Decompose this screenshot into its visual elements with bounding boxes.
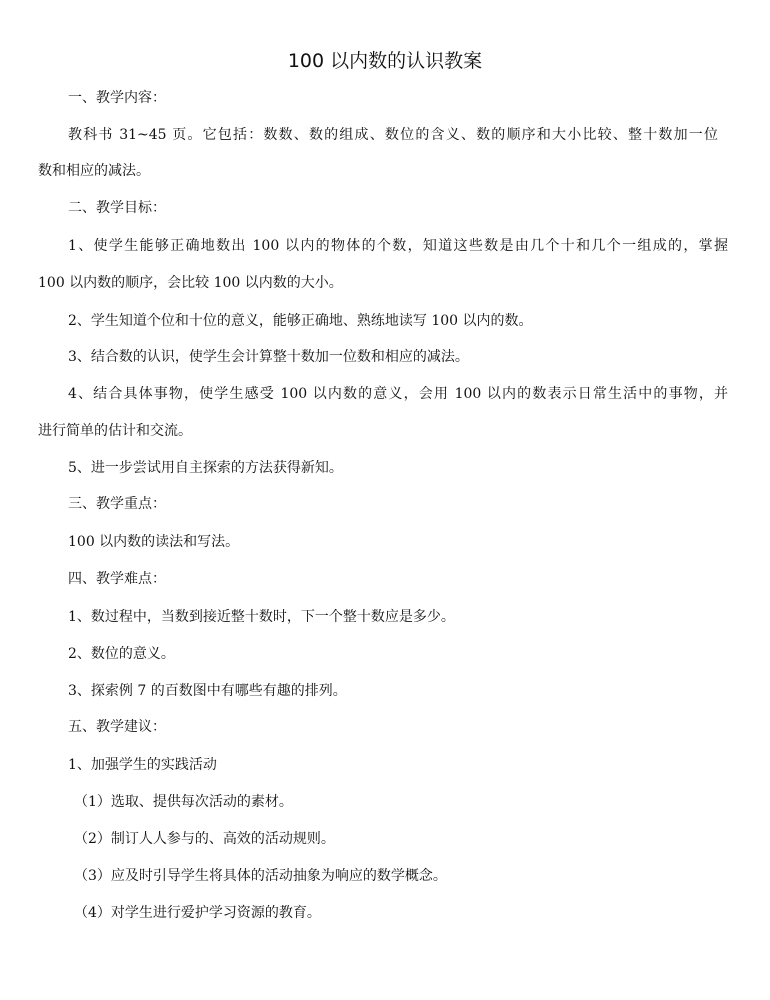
paragraph-line: 教科书 31~45 页。它包括：数数、数的组成、数位的含义、数的顺序和大小比较、整十数加一位 xyxy=(68,127,718,143)
list-item: （2）制订人人参与的、高效的活动规则。 xyxy=(74,831,335,847)
section-heading-key-points: 三、教学重点： xyxy=(68,496,166,512)
page-title: 100 以内数的认识教案 xyxy=(287,50,483,72)
paragraph-line: 1、数过程中，当数到接近整十数时，下一个整十数应是多少。 xyxy=(68,609,455,625)
paragraph-line: 2、数位的意义。 xyxy=(68,646,175,662)
list-item: （3）应及时引导学生将具体的活动抽象为响应的数学概念。 xyxy=(74,868,447,884)
paragraph-line: 4、结合具体事物，使学生感受 100 以内数的意义，会用 100 以内的数表示日常生活中的事物，并 xyxy=(68,386,728,402)
section-heading-objectives: 二、教学目标： xyxy=(68,200,166,216)
paragraph-line: 100 以内数的顺序，会比较 100 以内数的大小。 xyxy=(38,275,343,291)
list-item: （1）选取、提供每次活动的素材。 xyxy=(74,794,293,810)
paragraph-line: 1、使学生能够正确地数出 100 以内的物体的个数，知道这些数是由几个十和几个一组成的，掌握 xyxy=(68,238,728,254)
section-heading-difficulties: 四、教学难点： xyxy=(68,571,166,587)
paragraph-line: 2、学生知道个位和十位的意义，能够正确地、熟练地读写 100 以内的数。 xyxy=(68,313,533,329)
paragraph-line: 进行简单的估计和交流。 xyxy=(38,423,192,439)
section-heading-suggestions: 五、教学建议： xyxy=(68,719,166,735)
paragraph-line: 5、进一步尝试用自主探索的方法获得新知。 xyxy=(68,460,343,476)
paragraph-line: 数和相应的减法。 xyxy=(38,163,150,179)
paragraph-line: 100 以内数的读法和写法。 xyxy=(68,534,240,550)
paragraph-line: 3、结合数的认识，使学生会计算整十数加一位数和相应的减法。 xyxy=(68,349,469,365)
section-heading-content: 一、教学内容： xyxy=(68,90,166,106)
list-item: （4）对学生进行爱护学习资源的教育。 xyxy=(74,905,321,921)
paragraph-line: 3、探索例 7 的百数图中有哪些有趣的排列。 xyxy=(68,683,347,699)
paragraph-line: 1、加强学生的实践活动 xyxy=(68,757,217,773)
